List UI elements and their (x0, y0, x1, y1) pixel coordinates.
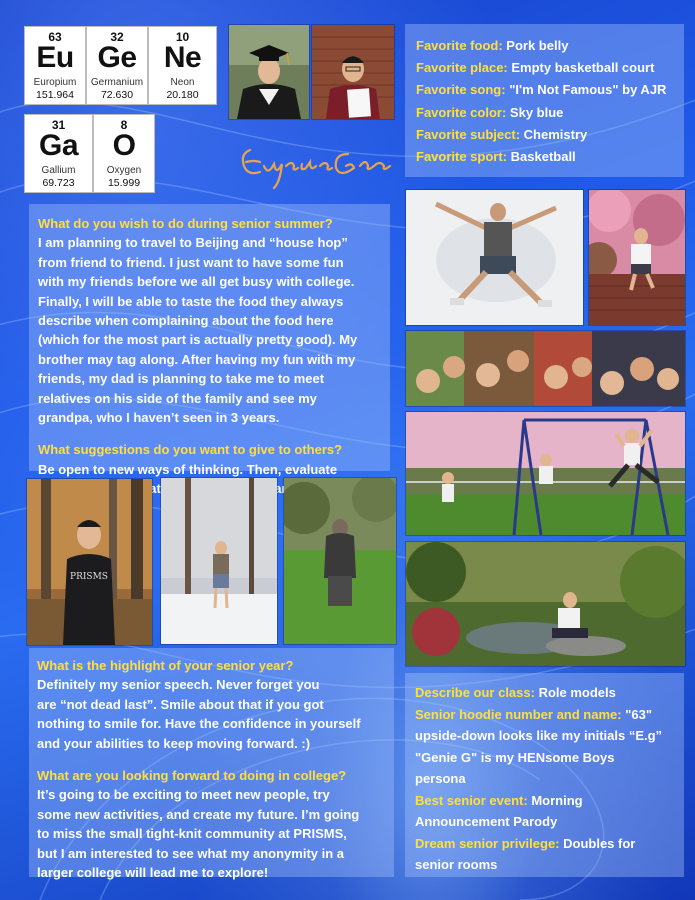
favorite-song: Favorite song: "I'm Not Famous" by AJR (416, 82, 667, 98)
snowy-park-photo (160, 477, 278, 645)
swing-set-photo (405, 411, 686, 536)
favorite-subject: Favorite subject: Chemistry (416, 126, 588, 142)
atomic-mass: 15.999 (107, 177, 141, 189)
highlight-panel (29, 648, 394, 881)
element-name: Oxygen (106, 165, 142, 176)
element-name: Neon (170, 77, 195, 88)
element-tile-eu (24, 26, 86, 105)
element-tile-ne (148, 26, 217, 105)
answer-line: It’s going to be exciting to meet new people, try (37, 787, 330, 803)
answer-line: describe when complaining about the food here (38, 313, 334, 329)
element-symbol: Ne (163, 41, 202, 74)
answer-line: to miss the small tight-knit community at PRISMS, (37, 826, 347, 842)
hoodie-number-name: Senior hoodie number and name: "63" (415, 706, 652, 722)
favorite-color: Favorite color: Sky blue (416, 104, 564, 120)
atomic-mass: 69.723 (42, 177, 75, 189)
certificate-photo (311, 24, 395, 120)
atomic-number: 63 (48, 30, 62, 44)
dream-privilege: Dream senior privilege: Doubles for (415, 835, 636, 851)
element-symbol: O (112, 129, 136, 162)
privilege-line: senior rooms (415, 857, 498, 872)
answer-line: Definitely my senior speech. Never forget you (37, 677, 320, 693)
element-tile-ga (24, 114, 93, 193)
answer-line: friends, my dad is planning to take me to meet (38, 371, 325, 387)
atomic-number: 10 (175, 30, 190, 44)
blossom-tree-photo (588, 189, 686, 326)
answer-line: from friend to friend. I just want to have some fun (38, 254, 344, 270)
answer-line: grandpa, who I haven’t seen in 3 years. (38, 410, 280, 426)
answer-line: relatives on his side of the family and see my (38, 390, 317, 406)
answer-line: (which for the most part is actually pretty good). My (38, 332, 358, 348)
atomic-number: 32 (110, 30, 124, 44)
describe-class: Describe our class: Role models (415, 685, 616, 700)
element-name: Germanium (90, 77, 144, 88)
answer-line: are “not dead last”. Smile about that if you got (37, 696, 324, 712)
hoodie-line: upside-down looks like my initials “E.g” (415, 728, 663, 743)
forest-portrait-photo (26, 478, 153, 646)
favorite-food: Favorite food: Pork belly (416, 38, 569, 53)
signature-image (236, 132, 401, 192)
answer-line: some new activities, and create my future. I’m going (37, 806, 360, 822)
atomic-number: 8 (120, 118, 128, 132)
answer-line: Be open to new ways of thinking. Then, evaluate (38, 461, 338, 477)
question-heading: What are you looking forward to doing in college? (37, 768, 347, 784)
event-line: Announcement Parody (415, 814, 558, 829)
hoodie-line: persona (415, 771, 466, 786)
class-info-panel (405, 673, 684, 877)
favorite-sport: Favorite sport: Basketball (416, 149, 576, 165)
atomic-number: 31 (51, 118, 66, 132)
element-symbol: Eu (36, 41, 74, 74)
question-heading: What is the highlight of your senior year? (37, 658, 294, 673)
atomic-mass: 151.964 (36, 89, 74, 101)
element-symbol: Ge (97, 41, 137, 74)
friends-collage-photo (405, 330, 686, 407)
grass-field-photo (283, 477, 397, 645)
element-tile-ge (86, 26, 148, 105)
element-tile-o (93, 114, 155, 193)
answer-line: nothing to smile for. Have the confidence in yourself (37, 716, 361, 732)
answer-line: I am planning to travel to Beijing and “house hop” (38, 235, 348, 251)
garden-pond-photo (405, 541, 686, 667)
answer-line: and your abilities to keep moving forward. :) (37, 735, 311, 751)
favorite-place: Favorite place: Empty basketball court (416, 60, 655, 76)
element-name: Gallium (41, 165, 76, 176)
favorites-panel (405, 24, 684, 177)
atomic-mass: 72.630 (100, 89, 134, 101)
answer-line: Finally, I will be able to taste the food they always (38, 293, 344, 309)
atomic-mass: 20.180 (166, 89, 199, 101)
element-symbol: Ga (38, 129, 79, 162)
answer-line: brother may tag along. After having my fun with my (38, 351, 356, 367)
graduation-photo (228, 24, 310, 120)
snow-angel-photo (405, 189, 584, 326)
question-heading: What do you wish to do during senior summer? (38, 216, 333, 231)
element-name: Europium (33, 77, 77, 88)
question-heading: What suggestions do you want to give to others? (38, 442, 343, 458)
answer-line: (and (269, 481, 298, 497)
answer-line: but I am interested to see what my anonymity in a (37, 845, 345, 861)
hoodie-line: "Genie G" is my HENsome Boys (415, 749, 615, 765)
senior-summer-panel (29, 204, 390, 497)
answer-line: with my friends before we all get busy with college. (38, 274, 355, 290)
answer-line: larger college will lead me to explore! (37, 865, 269, 881)
best-senior-event: Best senior event: Morning (415, 792, 583, 808)
shirt-text: PRISMS (70, 572, 108, 582)
